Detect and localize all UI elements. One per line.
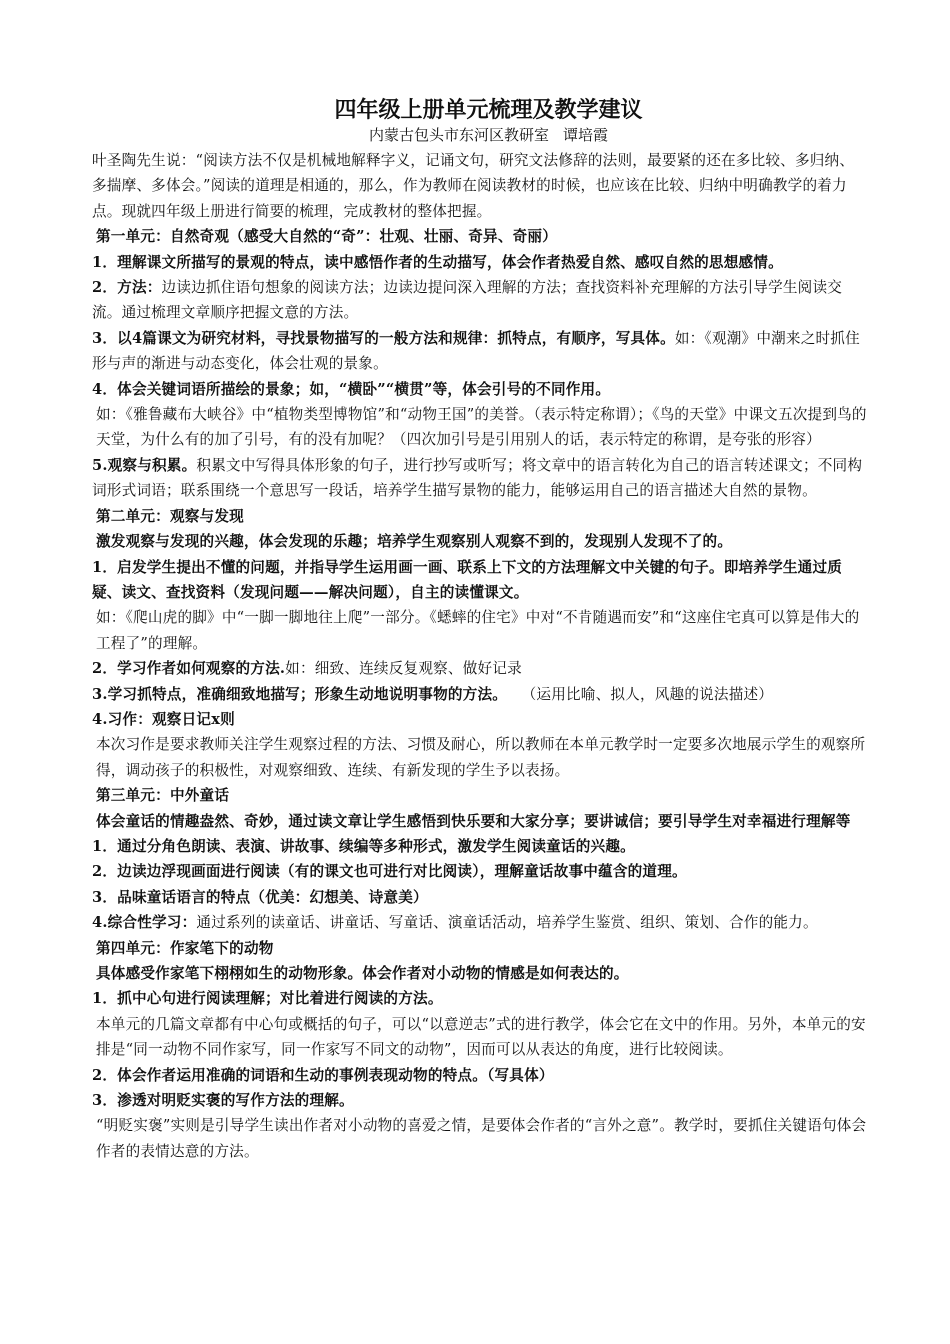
unit3-heading: 第三单元：中外童话 xyxy=(96,787,230,805)
unit1-point2-label: 2．方法： xyxy=(92,279,162,297)
unit1-point5-label: 5.观察与积累。 xyxy=(92,456,197,474)
unit2-point3-text: （运用比喻、拟人，风趣的说法描述） xyxy=(521,685,774,703)
unit3-goal: 体会童话的情趣盎然、奇妙，通过读文章让学生感悟到快乐要和大家分享；要讲诚信；要引导学生对幸福进行理解等 xyxy=(96,812,851,830)
unit2-example: 如：《爬山虎的脚》中“一脚一脚地往上爬”一部分。《蟋蟀的住宅》中对“不肯随遇而安”和“这座住宅真可以算是伟大的工程了”的理解。 xyxy=(96,609,860,652)
intro-paragraph: 叶圣陶先生说：“阅读方法不仅是机械地解释字义，记诵文句，研究文法修辞的法则，最要紧的还在多比较、多归纳、多揣摩、多体会。”阅读的道理是相通的，那么，作为教师在阅读教材的时候，也应该在比较、归纳中明确教学的着力点。现就四年级上册进行简要的梳理，完成教材的整体把握。 xyxy=(92,152,855,220)
unit1-point5-text: 积累文中写得具体形象的句子，进行抄写或听写；将文章中的语言转化为自己的语言转述课文；不同构词形式词语；联系围绕一个意思写一段话，培养学生描写景物的能力，能够运用自己的语言描述大自然的景物。 xyxy=(92,456,863,500)
unit1-heading: 第一单元：自然奇观（感受大自然的“奇”：壮观、壮丽、奇异、奇丽） xyxy=(96,228,558,246)
unit3-point3: 3．品味童话语言的特点（优美：幻想美、诗意美） xyxy=(92,888,428,906)
unit2-point1: 1．启发学生提出不懂的问题，并指导学生运用画一画、联系上下文的方法理解文中关键的句子。即培养学生通过质疑、读文、查找资料（发现问题——解决问题），自主的读懂课文。 xyxy=(92,558,843,601)
unit1-point3-text: 如：《观潮》中潮来之时抓住形与声的渐进与动态变化，体会壮观的景象。 xyxy=(92,329,860,373)
unit2-note: 本次习作是要求教师关注学生观察过程的方法、习惯及耐心，所以教师在本单元教学时一定要多次地展示学生的观察所得，调动孩子的积极性，对观察细致、连续、有新发现的学生予以表扬。 xyxy=(96,736,866,779)
unit2-goal: 激发观察与发现的兴趣，体会发现的乐趣；培养学生观察别人观察不到的，发现别人发现不了的。 xyxy=(96,533,733,551)
unit2-point3 xyxy=(92,682,867,707)
unit2-point3-label: 3.学习抓特点，准确细致地描写；形象生动地说明事物的方法。 xyxy=(92,685,508,703)
unit1-point3-label: 3．以4篇课文为研究材料，寻找景物描写的一般方法和规律：抓特点，有顺序，写具体。 xyxy=(92,329,675,347)
author-org: 内蒙古包头市东河区教研室 xyxy=(368,126,549,144)
unit4-note2: “明贬实褒”实则是引导学生读出作者对小动物的喜爱之情，是要体会作者的“言外之意”。教学时，要抓住关键语句体会作者的表情达意的方法。 xyxy=(96,1117,867,1160)
unit2-point2-text: 如：细致、连续反复观察、做好记录 xyxy=(285,660,522,678)
unit1-point1: 1．理解课文所描写的景观的特点，读中感悟作者的生动描写，体会作者热爱自然、感叹自然的思想感情。 xyxy=(92,253,783,271)
unit4-note1: 本单元的几篇文章都有中心句或概括的句子，可以“以意逆志”式的进行教学，体会它在文中的作用。另外，本单元的安排是“同一动物不同作家写，同一作家写不同文的动物”，因而可以从表达的角度，进行比较阅读。 xyxy=(96,1015,866,1059)
unit2-point2-label: 2．学习作者如何观察的方法. xyxy=(92,660,286,678)
document-page xyxy=(92,96,867,1164)
unit3-point4-label: 4.综合性学习： xyxy=(92,914,197,932)
unit4-heading: 第四单元：作家笔下的动物 xyxy=(96,939,274,957)
document-title: 四年级上册单元梳理及教学建议 xyxy=(334,97,643,123)
unit4-point1: 1．抓中心句进行阅读理解；对比着进行阅读的方法。 xyxy=(92,990,443,1008)
unit1-point2-text: 边读边抓住语句想象的阅读方法；边读边提问深入理解的方法；查找资料补充理解的方法引导学生阅读交流。通过梳理文章顺序把握文意的方法。 xyxy=(92,279,843,322)
unit4-point3: 3．渗透对明贬实褒的写作方法的理解。 xyxy=(92,1092,354,1110)
unit2-point4: 4.习作：观察日记x则 xyxy=(92,710,235,728)
unit2-point2 xyxy=(92,656,867,681)
unit3-point4 xyxy=(92,910,867,935)
unit3-point2: 2．边读边浮现画面进行阅读（有的课文也可进行对比阅读），理解童话故事中蕴含的道理。 xyxy=(92,863,687,881)
unit1-point2 xyxy=(92,275,867,326)
author-line xyxy=(92,124,867,146)
author-name: 谭培霞 xyxy=(563,126,609,144)
unit2-heading: 第二单元：观察与发现 xyxy=(96,507,244,525)
unit4-point2: 2．体会作者运用准确的词语和生动的事例表现动物的特点。（写具体） xyxy=(92,1066,554,1084)
unit1-point5 xyxy=(92,453,867,504)
unit3-point4-text: 通过系列的读童话、讲童话、写童话、演童话活动，培养学生鉴赏、组织、策划、合作的能力。 xyxy=(196,914,818,932)
unit1-point4: 4．体会关键词语所描绘的景象；如，“横卧”“横贯”等，体会引号的不同作用。 xyxy=(92,380,611,398)
unit3-point1: 1．通过分角色朗读、表演、讲故事、续编等多种形式，激发学生阅读童话的兴趣。 xyxy=(92,837,635,855)
unit1-point3 xyxy=(92,326,867,377)
unit4-goal: 具体感受作家笔下栩栩如生的动物形象。体会作者对小动物的情感是如何表达的。 xyxy=(96,965,629,982)
unit1-example: 如：《雅鲁藏布大峡谷》中“植物类型博物馆”和“动物王国”的美誉。（表示特定称谓）；《鸟的天堂》中课文五次提到鸟的天堂，为什么有的加了引号，有的没有加呢？（四次加引号是引用别人的话，表示特定的称谓，是夸张的形容） xyxy=(96,406,867,449)
